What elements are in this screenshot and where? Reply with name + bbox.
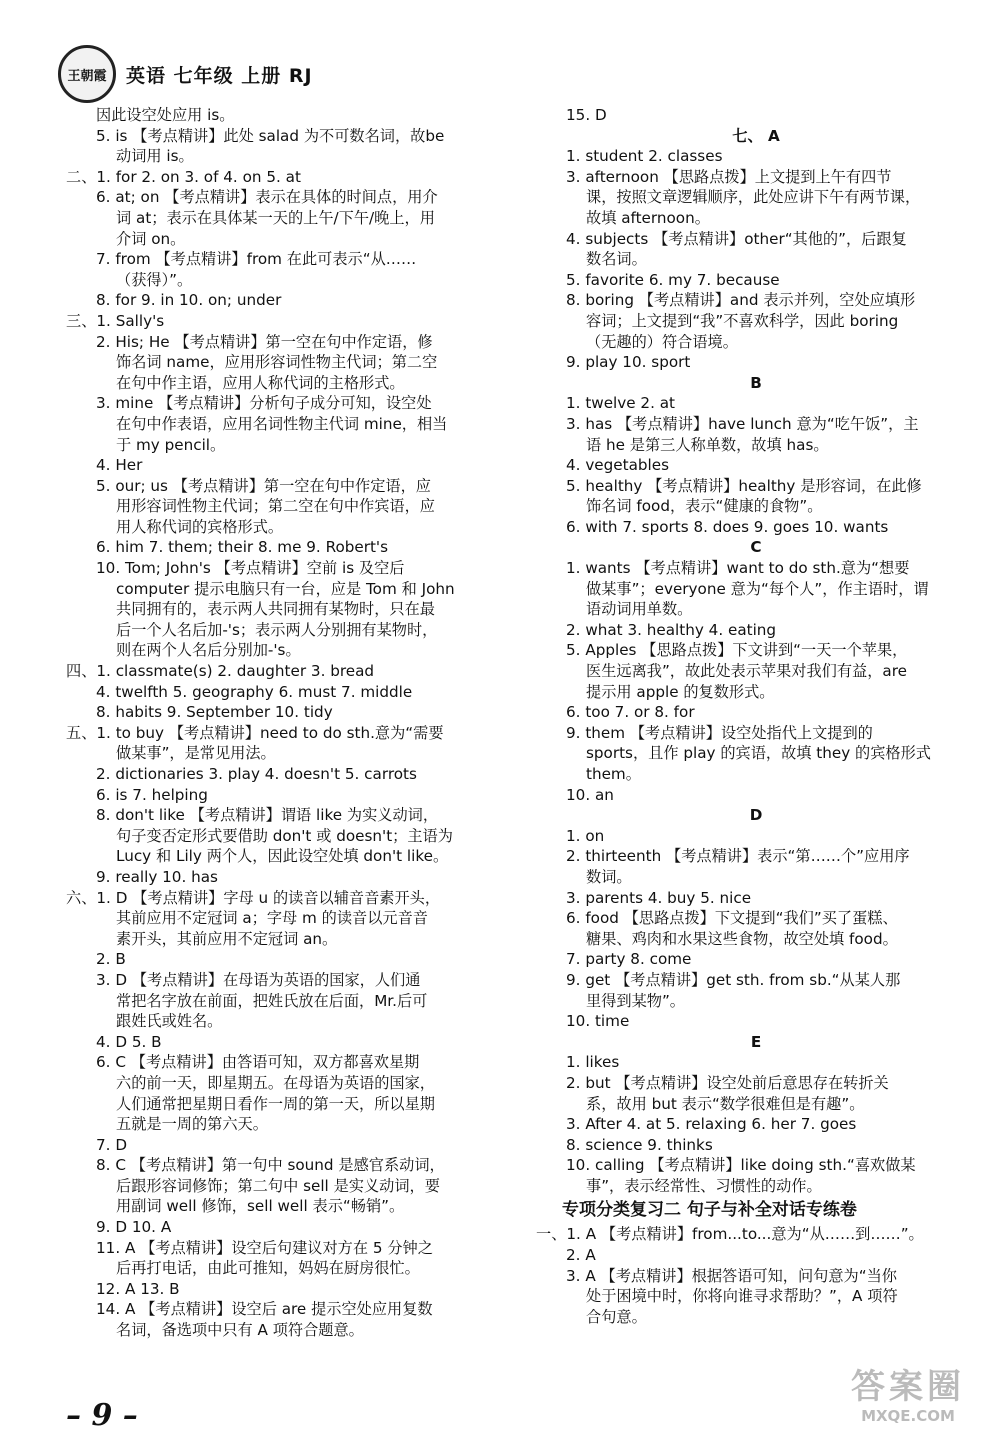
answer-line: 1. on bbox=[566, 826, 605, 845]
answer-line: sports，且作 play 的宾语，故填 they 的宾格形式 bbox=[586, 744, 931, 763]
answer-line: 用形容词性物主代词；第二空在句中作宾语，应 bbox=[116, 497, 435, 516]
answer-line: 1. likes bbox=[566, 1053, 620, 1072]
answer-line: 6. C 【考点精讲】由答语可知，双方都喜欢星期 bbox=[96, 1053, 420, 1072]
answer-line: 10. time bbox=[566, 1012, 630, 1031]
answer-line: 3. A 【考点精讲】根据答语可知，问句意为“当你 bbox=[566, 1266, 897, 1285]
answer-line: 系，故用 but 表示“数学很难但是有趣”。 bbox=[586, 1094, 865, 1113]
answer-line: 糖果、鸡肉和水果这些食物，故空处填 food。 bbox=[586, 929, 898, 948]
answer-line: 12. A 13. B bbox=[96, 1279, 180, 1298]
answer-line: 14. A 【考点精讲】设空后 are 提示空处应用复数 bbox=[96, 1300, 433, 1319]
answer-line: 处于困境中时，你将向谁寻求帮助？”，A 项符 bbox=[586, 1287, 898, 1306]
answer-line: D bbox=[749, 806, 763, 825]
answer-line: 4. D 5. B bbox=[96, 1032, 162, 1051]
answer-line: 7. D bbox=[96, 1135, 128, 1154]
answer-line: 数名词。 bbox=[586, 250, 647, 269]
page-number: – 9 – bbox=[66, 1398, 138, 1433]
answer-line: 饰名词 name，应用形容词性物主代词；第二空 bbox=[116, 353, 438, 372]
answer-line: 2. His; He 【考点精讲】第一空在句中作定语，修 bbox=[96, 332, 433, 351]
answer-line: 2. B bbox=[96, 950, 126, 969]
answer-line: 8. boring 【考点精讲】and 表示并列，空处应填形 bbox=[566, 291, 916, 310]
answer-line: 9. really 10. has bbox=[96, 867, 218, 886]
answer-line: 用人称代词的宾格形式。 bbox=[116, 517, 284, 536]
answer-line: 故填 afternoon。 bbox=[586, 208, 710, 227]
answer-line: 10. an bbox=[566, 785, 614, 804]
answer-line: 3. mine 【考点精讲】分析句子成分可知，设空处 bbox=[96, 394, 432, 413]
answer-line: 1. student 2. classes bbox=[566, 147, 723, 166]
answer-line: 四、1. classmate(s) 2. daughter 3. bread bbox=[66, 662, 375, 681]
answer-line: 名词，备选项中只有 A 项符合题意。 bbox=[116, 1321, 364, 1340]
answer-line: 词 at；表示在具体某一天的上午/下午/晚上，用 bbox=[116, 208, 435, 227]
answer-line: 5. our; us 【考点精讲】第一空在句中作定语，应 bbox=[96, 476, 431, 495]
publisher-logo: 王朝霞 bbox=[58, 45, 116, 103]
answer-line: 五就是一周的第六天。 bbox=[116, 1115, 268, 1134]
answer-line: 6. with 7. sports 8. does 9. goes 10. wants bbox=[566, 517, 889, 536]
answer-line: 一、1. A 【考点精讲】from...to...意为“从……到……”。 bbox=[536, 1225, 924, 1244]
answer-line: Lucy 和 Lily 两个人，因此设空处填 don't like。 bbox=[116, 847, 449, 866]
watermark-logo: 答案圈 bbox=[851, 1367, 965, 1407]
answer-line: 做某事”，是常见用法。 bbox=[116, 744, 276, 763]
answer-line: 8. habits 9. September 10. tidy bbox=[96, 703, 333, 722]
answer-line: 10. Tom; John's 【考点精讲】空前 is 及空后 bbox=[96, 559, 405, 578]
answer-line: 则在两个人名后分别加-'s。 bbox=[116, 641, 301, 660]
answer-line: 六的前一天，即星期五。在母语为英语的国家， bbox=[116, 1073, 435, 1092]
answer-line: 10. calling 【考点精讲】like doing sth.“喜欢做某 bbox=[566, 1156, 916, 1175]
right-column bbox=[536, 105, 976, 1327]
page-header bbox=[58, 40, 313, 108]
answer-line: 9. get 【考点精讲】get sth. from sb.“从某人那 bbox=[566, 970, 901, 989]
answer-line: 在句中作主语，应用人称代词的主格形式。 bbox=[116, 373, 405, 392]
answer-line: 7. from 【考点精讲】from 在此可表示“从…… bbox=[96, 250, 417, 269]
answer-line: 因此设空处应用 is。 bbox=[96, 106, 235, 124]
answer-line: 后一个人名后加-'s；表示两人分别拥有某物时， bbox=[116, 620, 438, 639]
watermark-url: MXQE.COM bbox=[861, 1407, 955, 1425]
answer-line: 1. twelve 2. at bbox=[566, 394, 675, 413]
answer-line: 其前应用不定冠词 a；字母 m 的读音以元音音 bbox=[116, 909, 428, 928]
answer-line: 8. C 【考点精讲】第一句中 sound 是感官系动词， bbox=[96, 1156, 445, 1175]
answer-line: 饰名词 food，表示“健康的食物”。 bbox=[586, 497, 823, 516]
answer-line: 合句意。 bbox=[586, 1307, 647, 1326]
answer-line: 1. wants 【考点精讲】want to do sth.意为“想要 bbox=[566, 559, 910, 578]
answer-line: 4. vegetables bbox=[566, 456, 670, 475]
answer-line: C bbox=[750, 538, 762, 557]
answer-line: 素开头，其前应用不定冠词 an。 bbox=[116, 929, 338, 948]
answer-line: B bbox=[750, 373, 762, 392]
answer-line: 9. play 10. sport bbox=[566, 353, 691, 372]
answer-line: 2. what 3. healthy 4. eating bbox=[566, 620, 777, 639]
answer-line: （无趣的）符合语境。 bbox=[586, 332, 738, 351]
answer-line: 里得到某物”。 bbox=[586, 991, 685, 1010]
answer-line: 15. D bbox=[566, 106, 607, 124]
answer-line: 2. dictionaries 3. play 4. doesn't 5. carrots bbox=[96, 765, 417, 783]
book-title: 英语 七年级 上册 RJ bbox=[126, 64, 313, 87]
answer-line: 6. too 7. or 8. for bbox=[566, 703, 695, 722]
answer-line: 医生远离我”，故此处表示苹果对我们有益，are bbox=[586, 662, 907, 681]
answer-line: 数词。 bbox=[586, 867, 632, 886]
answer-line: 2. thirteenth 【考点精讲】表示“第……个”应用序 bbox=[566, 847, 910, 866]
answer-line: 8. for 9. in 10. on; under bbox=[96, 291, 282, 310]
answer-line: 五、1. to buy 【考点精讲】need to do sth.意为“需要 bbox=[66, 723, 444, 742]
answer-line: 用副词 well 修饰，sell well 表示“畅销”。 bbox=[116, 1197, 405, 1216]
answer-line: 6. food 【思路点拨】下文提到“我们”买了蛋糕、 bbox=[566, 909, 898, 928]
answer-line: 3. After 4. at 5. relaxing 6. her 7. goes bbox=[566, 1115, 857, 1134]
answer-line: computer 提示电脑只有一台，应是 Tom 和 John bbox=[116, 579, 455, 598]
left-column bbox=[66, 105, 504, 1341]
answer-line: 语 he 是第三人称单数，故填 has。 bbox=[586, 435, 829, 454]
answer-line: 5. healthy 【考点精讲】healthy 是形容词，在此修 bbox=[566, 476, 922, 495]
answer-line: 动词用 is。 bbox=[116, 147, 194, 166]
answer-line: 3. D 【考点精讲】在母语为英语的国家，人们通 bbox=[96, 970, 421, 989]
answer-line: 介词 on。 bbox=[116, 229, 186, 248]
answer-line: 跟姓氏或姓名。 bbox=[116, 1012, 223, 1031]
answer-line: 后再打电话，由此可推知，妈妈在厨房很忙。 bbox=[116, 1259, 420, 1278]
answer-line: 三、1. Sally's bbox=[66, 311, 165, 330]
answer-line: 共同拥有的，表示两人共同拥有某物时，只在最 bbox=[116, 600, 435, 619]
answer-line: 容词；上文提到“我”不喜欢科学，因此 boring bbox=[586, 311, 899, 330]
answer-line: E bbox=[750, 1032, 762, 1051]
answer-line: 常把名字放在前面，把姓氏放在后面，Mr.后可 bbox=[116, 991, 428, 1010]
answer-line: 2. A bbox=[566, 1246, 596, 1265]
answer-line: 4. subjects 【考点精讲】other“其他的”，后跟复 bbox=[566, 229, 907, 248]
answer-line: 6. is 7. helping bbox=[96, 785, 208, 804]
answer-line: 4. twelfth 5. geography 6. must 7. middle bbox=[96, 682, 413, 701]
answer-line: 做某事”；everyone 意为“每个人”，作主语时，谓 bbox=[586, 579, 929, 598]
answer-line: 11. A 【考点精讲】设空后句建议对方在 5 分钟之 bbox=[96, 1238, 433, 1257]
answer-line: 8. science 9. thinks bbox=[566, 1135, 713, 1154]
answer-line: 5. Apples 【思路点拨】下文讲到“一天一个苹果， bbox=[566, 641, 908, 660]
answer-line: 事”，表示经常性、习惯性的动作。 bbox=[586, 1176, 822, 1195]
answer-line: 句子变否定形式要借助 don't 或 doesn't；主语为 bbox=[116, 826, 453, 845]
answer-line: 语动词用单数。 bbox=[586, 600, 693, 619]
answer-line: 提示用 apple 的复数形式。 bbox=[586, 682, 775, 701]
answer-line: 于 my pencil。 bbox=[116, 435, 226, 454]
answer-line: 7. party 8. come bbox=[566, 950, 692, 969]
answer-line: 8. don't like 【考点精讲】谓语 like 为实义动词， bbox=[96, 806, 439, 825]
answer-line: 4. Her bbox=[96, 456, 143, 475]
answer-line: 6. him 7. them; their 8. me 9. Robert's bbox=[96, 538, 389, 557]
answer-line: 3. afternoon 【思路点拨】上文提到上午有四节 bbox=[566, 167, 892, 186]
answer-line: 人们通常把星期日看作一周的第一天，所以星期 bbox=[116, 1094, 435, 1113]
watermark bbox=[834, 1367, 982, 1439]
answer-line: 2. but 【考点精讲】设空处前后意思存在转折关 bbox=[566, 1073, 889, 1092]
answer-line: （获得）”。 bbox=[116, 270, 193, 289]
answer-line: 后跟形容词修饰；第二句中 sell 是实义动词，要 bbox=[116, 1176, 440, 1195]
answer-line: 5. is 【考点精讲】此处 salad 为不可数名词，故be bbox=[96, 126, 445, 145]
answer-line: 六、1. D 【考点精讲】字母 u 的读音以辅音音素开头， bbox=[66, 888, 441, 907]
answer-line: 在句中作表语，应用名词性物主代词 mine，相当 bbox=[116, 414, 448, 433]
answer-line: 5. favorite 6. my 7. because bbox=[566, 270, 780, 289]
answer-line: 七、 A bbox=[732, 126, 780, 145]
answer-line: 3. parents 4. buy 5. nice bbox=[566, 888, 752, 907]
answer-line: them。 bbox=[586, 765, 641, 783]
answer-line: 9. D 10. A bbox=[96, 1218, 172, 1237]
answer-line: 6. at; on 【考点精讲】表示在具体的时间点，用介 bbox=[96, 188, 438, 207]
answer-line: 9. them 【考点精讲】设空处指代上文提到的 bbox=[566, 723, 873, 742]
answer-line: 课，按照文章逻辑顺序，此处应讲下午有两节课， bbox=[586, 188, 921, 207]
answer-line: 3. has 【考点精讲】have lunch 意为“吃午饭”，主 bbox=[566, 414, 919, 433]
answer-line: 二、1. for 2. on 3. of 4. on 5. at bbox=[66, 167, 301, 186]
answer-line: 专项分类复习二 句子与补全对话专练卷 bbox=[562, 1200, 857, 1221]
